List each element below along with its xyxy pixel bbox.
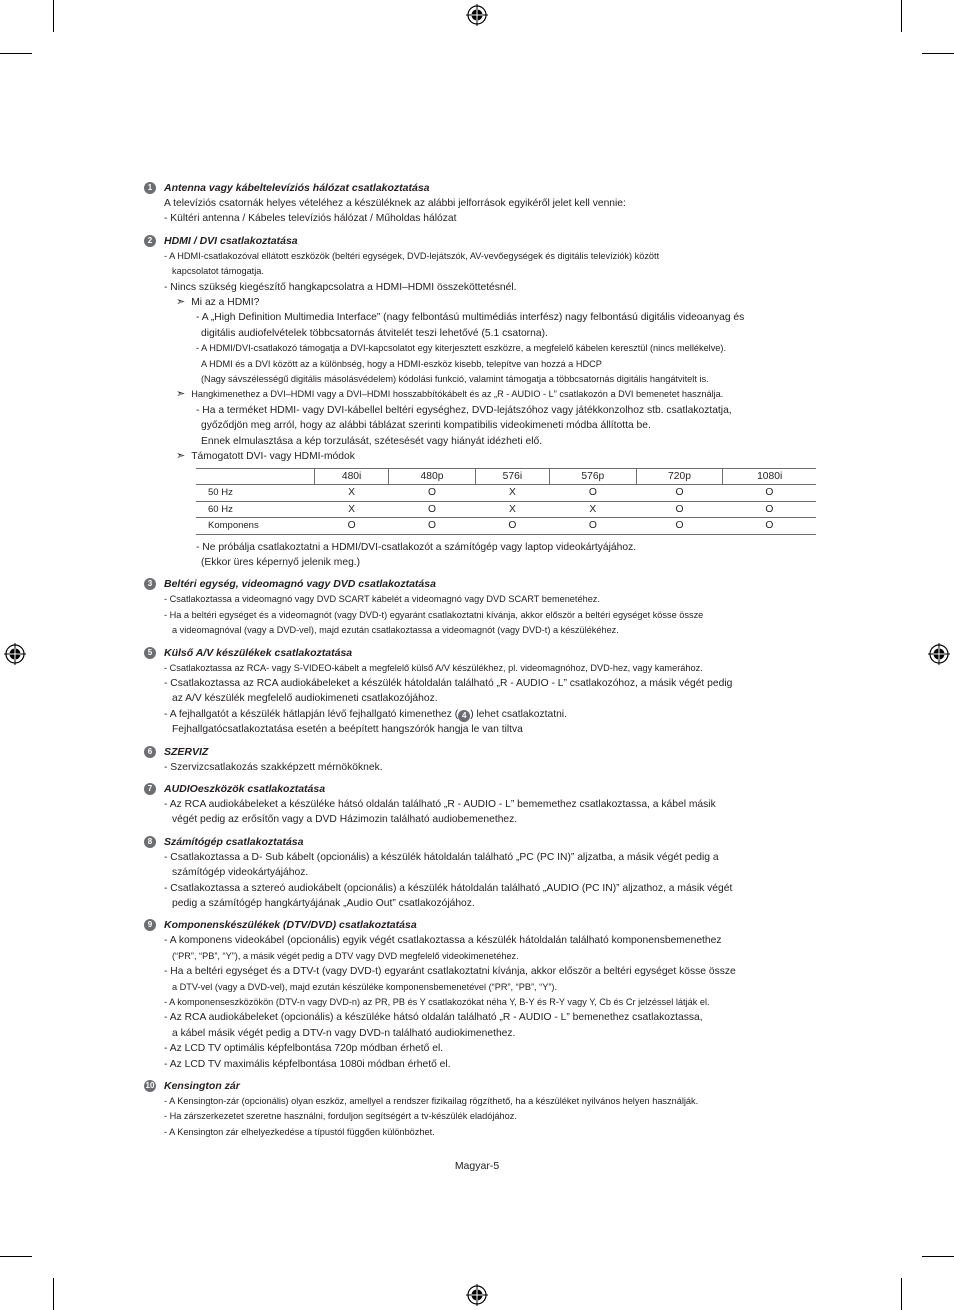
- section-number-badge: 1: [144, 182, 156, 194]
- text-line: - Ha a terméket HDMI- vagy DVI-kábellel beltéri egységhez, DVD-lejátszóhoz vagy játékkonzolhoz stb. csatlakoztatja,: [196, 404, 732, 416]
- arrow-right-icon: ➣: [176, 388, 186, 401]
- crop-mark: [53, 0, 54, 32]
- registration-mark-icon: [928, 643, 950, 665]
- section-number-badge: 5: [144, 647, 156, 659]
- text-line: - Szervizcsatlakozás szakképzett mérnököknek.: [164, 761, 383, 773]
- note-line: ➣ Támogatott DVI- vagy HDMI-módok: [176, 450, 355, 463]
- table-row-label: Komponens: [196, 518, 315, 535]
- table-cell: X: [475, 485, 549, 502]
- text-line: - Ha a beltéri egységet és a videomagnót (vagy DVD-t) egyaránt csatlakoztatni kívánja, akkor először a beltéri egységet kösse össze: [164, 609, 704, 620]
- table-cell: O: [549, 518, 636, 535]
- crop-mark: [901, 1278, 902, 1310]
- text-line: kapcsolatot támogatja.: [172, 266, 264, 277]
- table-row: [196, 518, 816, 535]
- section-component-devices: [144, 917, 824, 1072]
- headphone-number-badge: 4: [458, 710, 470, 722]
- note-line: ➣ Hangkimenethez a DVI–HDMI vagy a DVI–HDMI hosszabbítókábelt és az „R - AUDIO - L” csatlakozón a DVI bemenetet használja.: [176, 388, 724, 401]
- table-row-label: 50 Hz: [196, 485, 315, 502]
- crop-mark: [922, 1256, 954, 1257]
- table-cell: O: [723, 485, 816, 502]
- section-number-badge: 10: [145, 1081, 155, 1091]
- note-line: ➣ Mi az a HDMI?: [176, 296, 260, 309]
- registration-mark-icon: [466, 1284, 488, 1306]
- text-line: győződjön meg arról, hogy az alábbi táblázat szerinti kompatibilis videokimeneti módba állította be.: [201, 420, 651, 432]
- section-number-badge: 9: [144, 919, 156, 931]
- text-line: - Csatlakoztassa a sztereó audiokábelt (opcionális) a készülék hátoldalán található „AUDIO (PC IN)” aljzathoz, a másik végét: [164, 882, 733, 894]
- section-title: AUDIOeszközök csatlakoztatása: [164, 782, 326, 795]
- section-number-badge: 8: [144, 836, 156, 848]
- crop-mark: [0, 1256, 32, 1257]
- text-line: - Ha a beltéri egységet és a DTV-t (vagy DVD-t) egyaránt csatlakoztatni kívánja, akkor először a beltéri egységet kösse össze: [164, 966, 736, 978]
- section-number-badge: 7: [144, 783, 156, 795]
- text-line: - Csatlakoztassa a D- Sub kábelt (opcionális) a készülék hátoldalán található „PC (PC IN)” aljzatba, a másik végét pedig a: [164, 851, 719, 863]
- registration-mark-icon: [466, 4, 488, 26]
- section-kensington-lock: [144, 1078, 824, 1140]
- text-line: - Az RCA audiokábeleket a készüléke hátsó oldalán található „R - AUDIO - L” bememethez csatlakoztassa, a kábel másik: [164, 798, 716, 810]
- text-line: - Csatlakoztassa a videomagnó vagy DVD SCART kábelét a videomagnó vagy DVD SCART bemenetéhez.: [164, 594, 600, 605]
- text-line: digitális audiofelvételek többcsatornás átvitelét teszi lehetővé (5.1 csatorna).: [201, 327, 548, 339]
- section-title: Külső A/V készülékek csatlakoztatása: [164, 646, 353, 659]
- text-line: számítógép videokártyájához.: [172, 867, 309, 879]
- section-title: HDMI / DVI csatlakoztatása: [164, 234, 298, 247]
- table-cell: O: [549, 485, 636, 502]
- table-header-cell: 720p: [636, 468, 723, 485]
- crop-mark: [0, 53, 32, 54]
- section-title: SZERVIZ: [164, 745, 209, 758]
- section-settopbox-vcr-dvd: [144, 576, 824, 638]
- text-line: A HDMI és a DVI között az a különbség, hogy a HDMI-eszköz kisebb, telepítve van hozzá a HDCP: [201, 358, 602, 369]
- text-line: pedig a számítógép hangkártyájának „Audio Out” csatlakozójához.: [172, 898, 475, 909]
- table-cell: O: [389, 518, 476, 535]
- table-cell: O: [475, 518, 549, 535]
- crop-mark: [922, 53, 954, 54]
- page-number: Magyar-5: [454, 1160, 500, 1172]
- crop-mark: [901, 0, 902, 32]
- text-line: - Csatlakoztassa az RCA audiokábeleket a készülék hátoldalán található „R - AUDIO - L” csatlakozóhoz, a másik végét pedig: [164, 677, 733, 689]
- table-row: [196, 501, 816, 518]
- text-line: - A „High Definition Multimedia Interface” (nagy felbontású multimédiás interfész) nagy felbontású digitális videoanyag és: [196, 312, 745, 324]
- text-line: a kábel másik végét pedig a DTV-n vagy DVD-n található audiokimenethez.: [172, 1027, 516, 1039]
- text-line: - A HDMI-csatlakozóval ellátott eszközök (beltéri egységek, DVD-lejátszók, AV-vevőegységek és digitális televíziók) között: [164, 250, 660, 261]
- section-pc-connection: [144, 834, 824, 912]
- section-title: Számítógép csatlakoztatása: [164, 835, 304, 848]
- table-cell: X: [475, 501, 549, 518]
- section-number-badge: 3: [144, 578, 156, 590]
- section-title: Beltéri egység, videomagnó vagy DVD csatlakoztatása: [164, 578, 436, 591]
- table-cell: O: [636, 501, 723, 518]
- crop-mark: [53, 1278, 54, 1310]
- table-cell: O: [315, 518, 389, 535]
- text-line: - Kültéri antenna / Kábeles televíziós hálózat / Műholdas hálózat: [164, 213, 457, 225]
- table-cell: O: [389, 501, 476, 518]
- registration-mark-icon: [4, 643, 26, 665]
- text-line: - Ha zárszerkezetet szeretne használni, forduljon segítségért a tv-készülék eladójához.: [164, 1111, 517, 1122]
- section-title: Komponenskészülékek (DTV/DVD) csatlakoztatása: [164, 919, 417, 932]
- table-cell: X: [315, 485, 389, 502]
- table-cell: X: [549, 501, 636, 518]
- table-row: [196, 485, 816, 502]
- text-line: - Nincs szükség kiegészítő hangkapcsolatra a HDMI–HDMI összeköttetésnél.: [164, 281, 517, 293]
- text-line: (Ekkor üres képernyő jelenik meg.): [201, 556, 361, 568]
- table-header-cell: 576p: [549, 468, 636, 485]
- arrow-right-icon: ➣: [176, 450, 186, 463]
- section-number-badge: 2: [144, 235, 156, 247]
- text-line: - Ne próbálja csatlakoztatni a HDMI/DVI-csatlakozót a számítógép vagy laptop videokártyájához.: [196, 541, 637, 553]
- table-header-cell: 480i: [315, 468, 389, 485]
- table-header-cell: 576i: [475, 468, 549, 485]
- arrow-right-icon: ➣: [176, 296, 186, 309]
- manual-content: [144, 180, 824, 1140]
- text-line: - Csatlakoztassa az RCA- vagy S-VIDEO-kábelt a megfelelő külső A/V készülékhez, pl. videomagnóhoz, DVD-hez, vagy kamerához.: [164, 662, 703, 673]
- text-line: - A komponenseszközökön (DTV-n vagy DVD-n) az PR, PB és Y csatlakozókat néha Y, B-Y és R-Y vagy Y, Cb és Cr jelzéssel látják el.: [164, 997, 710, 1008]
- text-line: (“PR”, “PB”, “Y”), a másik végét pedig a DTV vagy DVD megfelelő videokimenetéhez.: [172, 950, 519, 961]
- text-line: végét pedig az erősítőn vagy a DVD Házimozin található audiobemenethez.: [172, 814, 518, 826]
- text-line: - A komponens videokábel (opcionális) egyik végét csatlakoztassa a készülék hátoldalán található komponensbemenethez: [164, 935, 722, 947]
- section-service: [144, 744, 824, 775]
- table-header-cell: 480p: [389, 468, 476, 485]
- table-cell: X: [315, 501, 389, 518]
- text-line: - Az LCD TV optimális képfelbontása 720p módban érhető el.: [164, 1043, 444, 1055]
- text-line: - A Kensington-zár (opcionális) olyan eszköz, amellyel a rendszer fizikailag rögzíthető, ha a készüléket nyilvános helyen használják.: [164, 1096, 699, 1107]
- section-hdmi-dvi: [144, 233, 824, 571]
- section-external-av: [144, 645, 824, 738]
- text-line: - A Kensington zár elhelyezkedése a típustól függően különbözhet.: [164, 1126, 435, 1137]
- text-line: Ennek elmulasztása a kép torzulását, szétesését vagy hiányát idézheti elő.: [201, 435, 543, 447]
- section-title: Kensington zár: [164, 1080, 240, 1093]
- table-cell: O: [723, 501, 816, 518]
- section-title: Antenna vagy kábeltelevíziós hálózat csatlakoztatása: [164, 182, 430, 194]
- text-line: - A HDMI/DVI-csatlakozó támogatja a DVI-kapcsolatot egy kiterjesztett eszközre, a megfelelő kábelen keresztül (nincs mellékelve).: [196, 343, 727, 354]
- table-row-label: 60 Hz: [196, 501, 315, 518]
- section-number-badge: 6: [144, 746, 156, 758]
- text-line: - Az LCD TV maximális képfelbontása 1080i módban érhető el.: [164, 1058, 451, 1070]
- supported-modes-table: [196, 468, 816, 535]
- table-cell: O: [636, 485, 723, 502]
- text-line: - A fejhallgatót a készülék hátlapján lévő fejhallgató kimenethez ( 4 ) lehet csatlakoztatni.: [164, 708, 567, 720]
- text-line: a DTV-vel (vagy a DVD-vel), majd ezután készüléke komponensbemenetével (“PR”, “PB”, “Y”).: [172, 981, 557, 992]
- table-header-cell: 1080i: [723, 468, 816, 485]
- table-cell: O: [723, 518, 816, 535]
- text-line: A televíziós csatornák helyes vételéhez a készüléknek az alábbi jelforrások egyikéről jelet kell vennie:: [164, 198, 626, 209]
- text-line: Fejhallgatócsatlakoztatása esetén a beépített hangszórók hangja le van tiltva: [172, 724, 523, 736]
- table-cell: O: [636, 518, 723, 535]
- section-audio-devices: [144, 781, 824, 828]
- text-line: az A/V készülék megfelelő audiokimeneti csatlakozójához.: [172, 693, 438, 705]
- table-cell: O: [389, 485, 476, 502]
- table-header-row: [196, 468, 816, 485]
- text-line: a videomagnóval (vagy a DVD-vel), majd ezután csatlakoztassa a videomagnót (vagy DVD-t) a készülékéhez.: [172, 625, 619, 636]
- text-line: (Nagy sávszélességű digitális másolásvédelem) kódolási funkció, valamint támogatja a többcsatornás digitális hangátvitelt is.: [201, 374, 709, 385]
- section-antenna: [144, 180, 824, 227]
- text-line: - Az RCA audiokábeleket (opcionális) a készüléke hátsó oldalán található „R - AUDIO - L” bemenethez csatlakoztassa,: [164, 1012, 703, 1024]
